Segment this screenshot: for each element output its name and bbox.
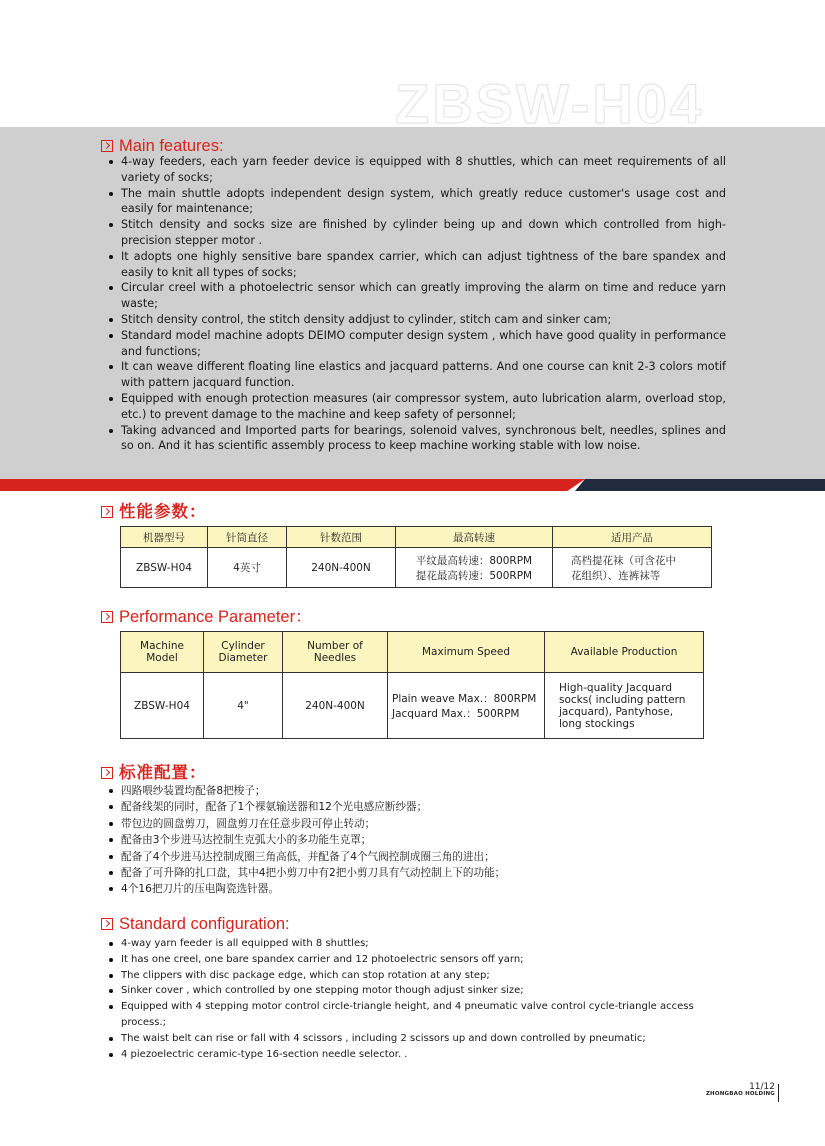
main-features-list [108,154,726,454]
column-header: Available Production [545,632,704,673]
config-item: Equipped with 4 stepping motor control circle-triangle height, and 4 pneumatic valve control cycle-triangle access process.; [108,999,708,1031]
product-line: 高档提花袜（可含花中 [571,554,676,567]
config-item: It has one creel, one bare spandex carrier and 12 photoelectric sensors off yarn; [108,952,708,968]
company-name: ZHONGBAO HOLDING [705,1091,775,1098]
feature-item: Equipped with enough protection measures (air compressor system, auto lubrication alarm, overload stop, etc.) to prevent damage to the machine and keep safety of personnel; [108,391,726,423]
table-row [121,673,704,739]
arrow-box-icon [101,506,113,518]
cell-diameter: 4英寸 [208,548,287,588]
feature-item: Circular creel with a photoelectric sensor which can greatly improving the alarm on time and reduce yarn waste; [108,280,726,312]
perf-en-title: Performance Parameter： [119,608,312,626]
config-item: 配备了4个步进马达控制成圈三角高低，并配备了4个气阀控制成圈三角的进出； [108,849,505,865]
feature-item: The main shuttle adopts independent design system, which greatly reduce customer's usage cost and easily for maintenance; [108,186,726,218]
config-cn-title: 标准配置： [119,764,207,782]
page-number: 11/12 [749,1082,775,1092]
perf-cn-heading [101,504,207,521]
feature-item: Standard model machine adopts DEIMO computer design system , which have good quality in performance and functions; [108,328,726,360]
arrow-box-icon [101,767,113,779]
arrow-box-icon [101,140,113,152]
feature-item: It can weave different floating line elastics and jacquard patterns. And one course can knit 2-3 colors motif with pattern jacquard function. [108,359,726,391]
speed-line: Plain weave Max.：800RPM [392,692,537,705]
table-header-row [121,632,704,673]
speed-line: 平纹最高转速：800RPM [415,554,533,567]
config-item: The waist belt can rise or fall with 4 scissors , including 2 scissors up and down controlled by pneumatic; [108,1031,708,1047]
config-cn-heading [101,765,207,782]
cell-model: ZBSW-H04 [121,673,204,739]
footer-divider [778,1084,779,1102]
header-line: Diameter [218,652,268,664]
product-line: socks( including pattern [559,693,686,706]
column-header: Number of Needles [283,632,388,673]
model-watermark: ZBSW-H04 [395,72,705,135]
cell-speed [396,548,553,588]
cell-needles: 240N-400N [283,673,388,739]
config-item: The clippers with disc package edge, which can stop rotation at any step; [108,968,708,984]
page-footer [703,1083,775,1098]
feature-item: Stitch density control, the stitch density addjust to cylinder, stitch cam and sinker cam; [108,312,726,328]
column-header: Machine Model [121,632,204,673]
config-en-heading [101,916,290,933]
config-en-list [108,936,708,1062]
table-row [121,548,712,588]
cell-model: ZBSW-H04 [121,548,208,588]
feature-item: Taking advanced and Imported parts for bearings, solenoid valves, synchronous belt, needles, splines and so on. And it has scientific assembly process to keep machine working stable with low noise. [108,423,726,455]
cell-diameter: 4" [204,673,283,739]
config-cn-list [108,783,505,898]
config-item: 4-way yarn feeder is all equipped with 8 shuttles; [108,936,708,952]
product-line: jacquard), Pantyhose, [559,705,674,718]
perf-cn-table [120,526,712,588]
cell-product [545,673,704,739]
config-item: 配备了可升降的扎口盘，其中4把小剪刀中有2把小剪刀具有气动控制上下的功能； [108,865,505,881]
column-header: 针筒直径 [208,527,287,548]
navy-divider-stripe [575,479,825,491]
cell-speed [388,673,545,739]
cell-product [553,548,712,588]
config-item: Sinker cover , which controlled by one stepping motor though adjust sinker size; [108,983,708,999]
config-en-title: Standard configuration: [119,915,290,933]
config-item: 四路喂纱装置均配备8把梭子； [108,783,505,799]
main-features-heading [101,138,224,155]
arrow-box-icon [101,611,113,623]
product-line: 花组织）、连裤袜等 [571,569,661,582]
arrow-box-icon [101,918,113,930]
column-header [204,632,283,673]
config-item: 配备由3个步进马达控制生克弧大小的多功能生克罩； [108,832,505,848]
feature-item: It adopts one highly sensitive bare spandex carrier, which can adjust tightness of the bare spandex and easily to knit all types of socks; [108,249,726,281]
column-header: 机器型号 [121,527,208,548]
red-divider-stripe [0,479,585,491]
speed-line: 提花最高转速：500RPM [415,569,533,582]
table-header-row [121,527,712,548]
config-item: 带包边的圆盘剪刀，圆盘剪刀在任意步段可停止转动； [108,816,505,832]
perf-cn-title: 性能参数： [119,503,207,521]
column-header: Maximum Speed [388,632,545,673]
feature-item: Stitch density and socks size are finished by cylinder being up and down which controlled from high-precision stepper motor . [108,217,726,249]
product-line: long stockings [559,717,635,730]
cell-needles: 240N-400N [287,548,396,588]
config-item: 配备线架的同时，配备了1个裸氨输送器和12个光电感应断纱器； [108,799,505,815]
column-header: 最高转速 [396,527,553,548]
perf-en-table [120,631,704,739]
header-line: Cylinder [221,640,265,652]
speed-line: Jacquard Max.：500RPM [392,707,520,720]
main-features-title: Main features: [119,137,224,155]
column-header: 适用产品 [553,527,712,548]
perf-en-heading [101,609,312,626]
config-item: 4个16把刀片的压电陶瓷选针器。 [108,881,505,897]
feature-item: 4-way feeders, each yarn feeder device is equipped with 8 shuttles, which can meet requirements of all variety of socks; [108,154,726,186]
column-header: 针数范围 [287,527,396,548]
config-item: 4 piezoelectric ceramic-type 16-section needle selector. . [108,1047,708,1063]
product-line: High-quality Jacquard [559,681,673,694]
